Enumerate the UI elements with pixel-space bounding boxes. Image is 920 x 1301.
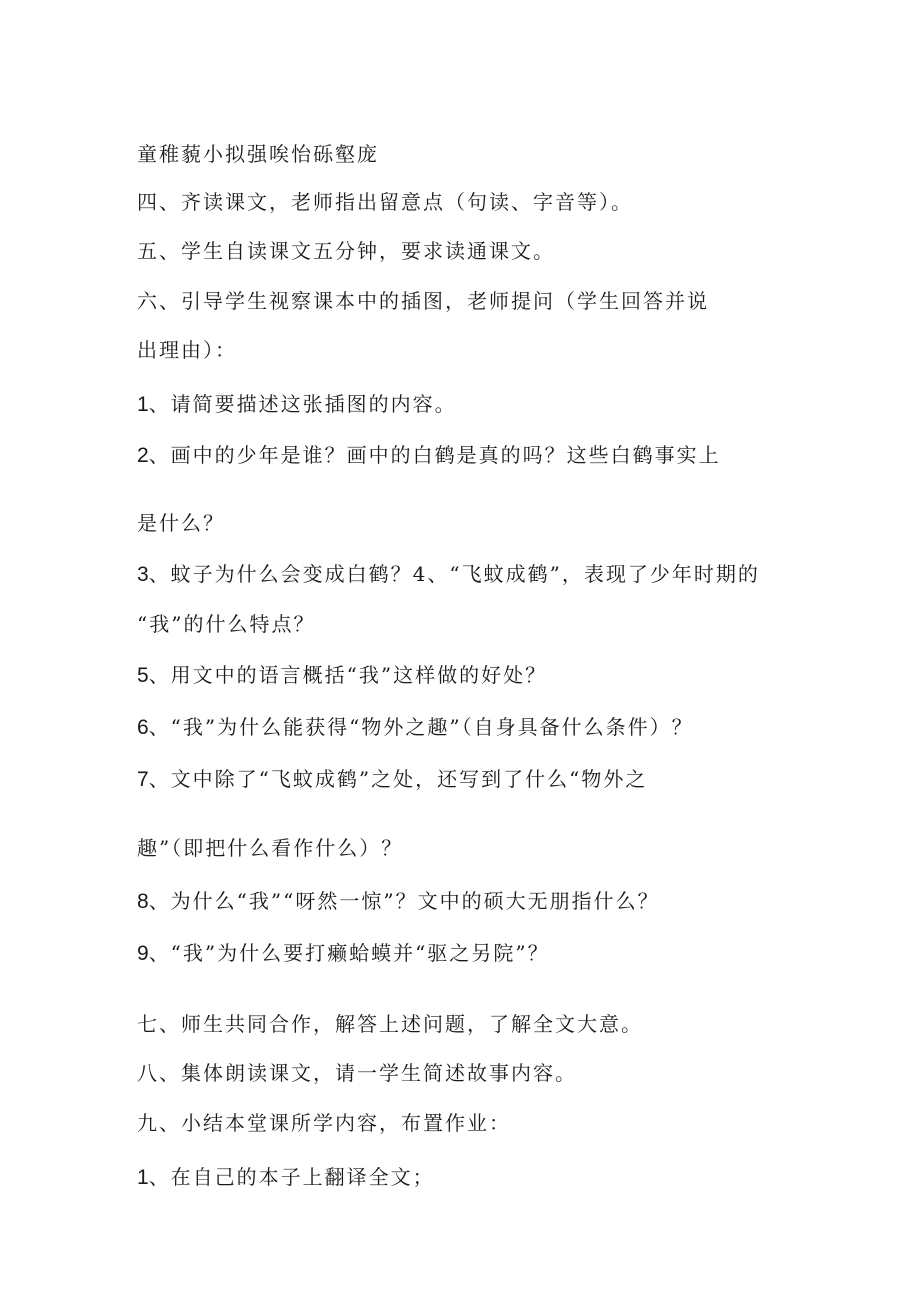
question-2 <box>137 442 721 469</box>
line-text: 八、集体朗读课文，请一学生简述故事内容。 <box>137 1061 577 1085</box>
question-text: 、为什么“我”“呀然一惊”？文中的硕大无朋指什么？ <box>148 889 660 913</box>
question-9 <box>137 940 550 967</box>
question-text: 、蚊子为什么会变成白鹤？4、“飞蚊成鹤”，表现了少年时期的 <box>148 562 760 586</box>
homework-1 <box>137 1164 435 1191</box>
question-text: 、请简要描述这张插图的内容。 <box>148 392 457 416</box>
question-8 <box>137 888 660 915</box>
question-6 <box>137 714 694 741</box>
line-text: 六、引导学生视察课本中的插图，老师提问（学生回答并说 <box>137 289 709 313</box>
question-5 <box>137 662 547 689</box>
line-text: 趣”（即把什么看作什么）？ <box>137 836 404 860</box>
question-1 <box>137 391 457 418</box>
question-2-cont <box>137 510 225 536</box>
question-number: 1 <box>137 393 149 416</box>
text-line-step-8 <box>137 1060 577 1086</box>
line-text: “我”的什么特点？ <box>137 612 316 636</box>
line-text: 九、小结本堂课所学内容，布置作业： <box>137 1111 511 1135</box>
line-text: 出理由）： <box>137 338 237 362</box>
question-4-cont <box>137 611 315 637</box>
line-text: 童稚藐小拟强唉怡砾壑庞 <box>137 142 379 166</box>
question-number: 2 <box>137 444 149 467</box>
question-number: 6 <box>137 716 149 739</box>
line-text: 七、师生共同合作，解答上述问题，了解全文大意。 <box>137 1012 643 1036</box>
question-7-cont <box>137 835 403 861</box>
text-line-step-5 <box>137 238 555 264</box>
line-text: 五、学生自读课文五分钟，要求读通课文。 <box>137 239 555 263</box>
question-text: 、文中除了“飞蚊成鹤”之处，还写到了什么“物外之 <box>148 767 648 791</box>
question-number: 8 <box>137 890 149 913</box>
line-text: 四、齐读课文，老师指出留意点（句读、字音等）。 <box>137 190 633 214</box>
text-line-vocabulary <box>137 141 379 167</box>
question-text: 、画中的少年是谁？画中的白鹤是真的吗？这些白鹤事实上 <box>148 443 721 467</box>
text-line-step-4 <box>137 189 633 215</box>
text-line-step-7 <box>137 1011 643 1037</box>
question-number: 7 <box>137 768 149 791</box>
question-text: 、在自己的本子上翻译全文； <box>148 1165 435 1189</box>
question-7 <box>137 766 647 793</box>
question-number: 9 <box>137 942 149 965</box>
text-line-step-9 <box>137 1110 511 1136</box>
question-number: 1 <box>137 1166 149 1189</box>
question-3-4 <box>137 561 760 588</box>
question-number: 3 <box>137 563 149 586</box>
question-number: 5 <box>137 664 149 687</box>
line-text: 是什么？ <box>137 511 225 535</box>
text-line-step-6 <box>137 288 709 314</box>
question-text: 、用文中的语言概括“我”这样做的好处？ <box>148 663 548 687</box>
question-text: 、“我”为什么能获得“物外之趣”（自身具备什么条件）？ <box>148 715 694 739</box>
question-text: 、“我”为什么要打癞蛤蟆并“驱之另院”？ <box>148 941 550 965</box>
text-line-step-6-cont <box>137 337 237 363</box>
